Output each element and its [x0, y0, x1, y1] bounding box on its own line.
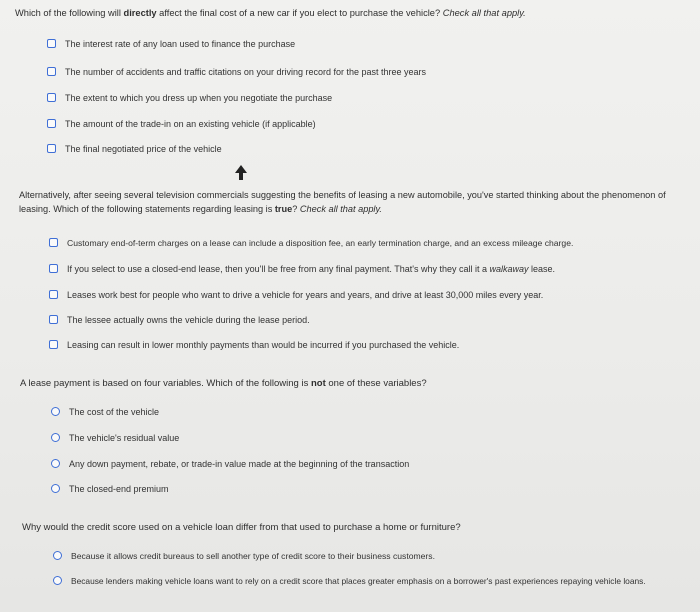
checkbox-icon[interactable]: [47, 67, 56, 76]
q2-option-2-end: lease.: [528, 264, 556, 274]
q1-option-4[interactable]: [47, 118, 316, 130]
checkbox-icon[interactable]: [47, 39, 56, 48]
q3-option-1-label: The cost of the vehicle: [69, 407, 160, 417]
question-1-instruction: Check all that apply.: [442, 8, 526, 18]
q1-option-5[interactable]: [47, 143, 222, 155]
q1-option-1-label: The interest rate of any loan used to finance the purchase: [65, 39, 296, 49]
q2-option-2-label: [67, 263, 555, 275]
q1-option-3-label: The extent to which you dress up when you negotiate the purchase: [65, 93, 333, 103]
q2-option-4[interactable]: [49, 314, 310, 326]
q1-option-2[interactable]: [47, 66, 426, 78]
question-3-suffix: one of these variables?: [325, 378, 427, 389]
checkbox-icon[interactable]: [49, 315, 58, 324]
q2-option-4-label: The lessee actually owns the vehicle during the lease period.: [67, 315, 310, 325]
question-3-emphasis: not: [310, 378, 326, 389]
q1-option-5-label: The final negotiated price of the vehicle: [65, 144, 222, 154]
q2-option-3-label: Leases work best for people who want to drive a vehicle for years and years, and drive at least 30,000 miles every year.: [67, 290, 544, 300]
question-1-emphasis: directly: [123, 8, 157, 18]
question-1-middle: affect the final cost of a new car if you elect to purchase the vehicle?: [156, 8, 443, 18]
q4-option-2[interactable]: [53, 575, 653, 588]
question-3-prompt: [20, 376, 680, 391]
question-2-emphasis: true: [274, 204, 293, 214]
q2-option-1[interactable]: [49, 237, 573, 249]
q1-option-1[interactable]: [47, 38, 295, 50]
radio-icon[interactable]: [51, 459, 60, 468]
q3-option-4-label: The closed-end premium: [69, 484, 169, 494]
q2-option-1-label: Customary end-of-term charges on a lease can include a disposition fee, an early termination charge, and an excess mileage charge.: [67, 238, 574, 248]
q1-option-4-label: The amount of the trade-in on an existing vehicle (if applicable): [65, 119, 316, 129]
q3-option-3[interactable]: [51, 458, 409, 470]
q4-option-1-label: Because it allows credit bureaus to sell another type of credit score to their business customers.: [71, 551, 435, 561]
checkbox-icon[interactable]: [49, 340, 58, 349]
q2-option-2[interactable]: [49, 263, 555, 275]
question-1-prefix: Which of the following will: [15, 8, 124, 18]
question-2-prefix: Alternatively, after seeing several television commercials suggesting the benefits of leasing a new automobile, you've started thinking about the phenomenon of leasing. Which of the following statements regarding leasing is: [19, 190, 666, 214]
question-4-prompt: Why would the credit score used on a vehicle loan differ from that used to purchase a home or furniture?: [22, 522, 461, 533]
checkbox-icon[interactable]: [49, 290, 58, 299]
question-2-prompt: [19, 188, 691, 216]
checkbox-icon[interactable]: [49, 264, 58, 273]
q2-option-5-label: Leasing can result in lower monthly payments than would be incurred if you purchased the vehicle.: [67, 340, 460, 350]
radio-icon[interactable]: [51, 407, 60, 416]
q4-option-2-label: Because lenders making vehicle loans want to rely on a credit score that places greater emphasis on a borrower's past experiences repaying vehicle loans.: [71, 576, 646, 586]
question-3-prefix: A lease payment is based on four variables. Which of the following is: [20, 378, 311, 389]
question-2-instruction: Check all that apply.: [299, 204, 382, 214]
q2-option-2-text: If you select to use a closed-end lease, then you'll be free from any final payment. That's why they call it a: [67, 264, 490, 274]
question-2-middle: ?: [292, 204, 300, 214]
q2-option-2-italic: walkaway: [489, 264, 529, 274]
q3-option-4[interactable]: [51, 483, 169, 495]
checkbox-icon[interactable]: [47, 119, 56, 128]
q3-option-3-label: Any down payment, rebate, or trade-in value made at the beginning of the transaction: [69, 459, 410, 469]
question-1-prompt: [15, 6, 695, 21]
checkbox-icon[interactable]: [47, 93, 56, 102]
q4-option-1[interactable]: [53, 550, 435, 562]
q3-option-1[interactable]: [51, 406, 159, 418]
radio-icon[interactable]: [51, 484, 60, 493]
mouse-cursor-icon: [235, 165, 247, 181]
q2-option-5[interactable]: [49, 339, 459, 351]
radio-icon[interactable]: [51, 433, 60, 442]
q1-option-2-label: The number of accidents and traffic citations on your driving record for the past three years: [65, 67, 427, 77]
checkbox-icon[interactable]: [47, 144, 56, 153]
q2-option-3[interactable]: [49, 289, 543, 301]
checkbox-icon[interactable]: [49, 238, 58, 247]
q1-option-3[interactable]: [47, 92, 332, 104]
q3-option-2-label: The vehicle's residual value: [69, 433, 180, 443]
radio-icon[interactable]: [53, 551, 62, 560]
radio-icon[interactable]: [53, 576, 62, 585]
q3-option-2[interactable]: [51, 432, 179, 444]
